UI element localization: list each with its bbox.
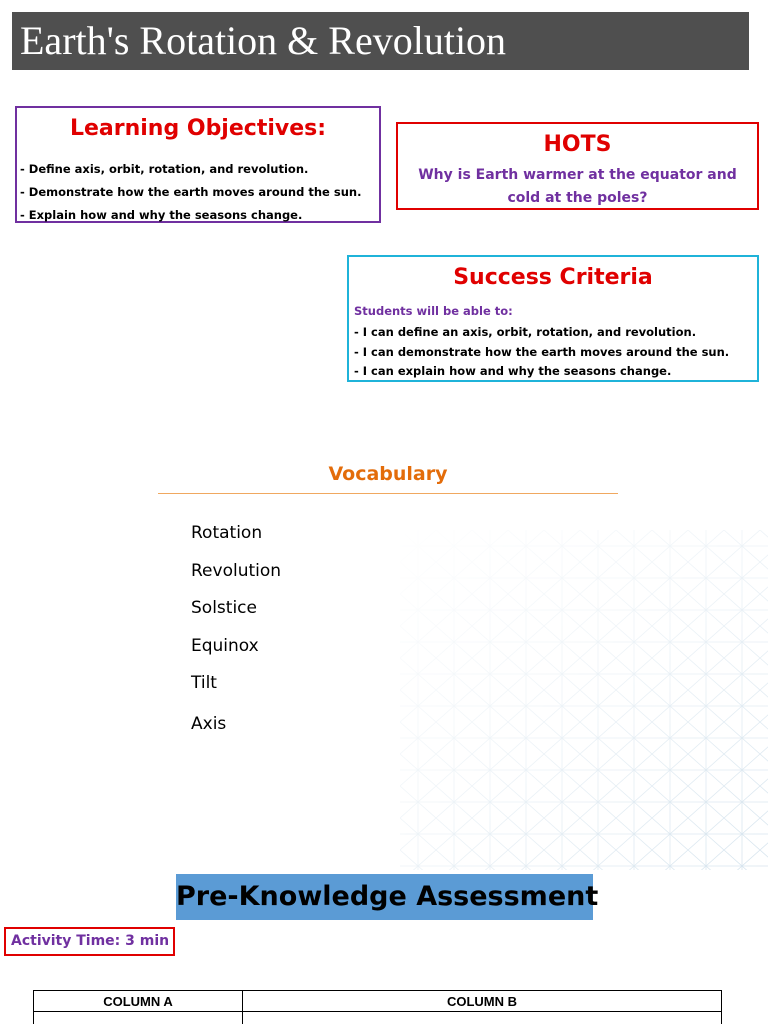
table-cell[interactable] <box>243 1012 722 1024</box>
pre-knowledge-heading: Pre-Knowledge Assessment <box>176 874 593 920</box>
background-pattern <box>400 530 768 870</box>
hots-box <box>396 122 759 210</box>
learning-objectives-heading: Learning Objectives: <box>69 116 327 141</box>
vocabulary-word: Revolution <box>191 561 282 581</box>
objective-item: - Explain how and why the seasons change. <box>20 208 303 222</box>
activity-time-badge: Activity Time: 3 min <box>4 927 175 956</box>
vocabulary-word: Solstice <box>191 598 257 618</box>
vocabulary-word: Equinox <box>191 636 259 656</box>
success-criteria-intro: Students will be able to: <box>354 304 513 318</box>
learning-objectives-box <box>15 106 381 223</box>
criteria-item: - I can explain how and why the seasons change. <box>354 364 672 378</box>
success-criteria-heading: Success Criteria <box>453 265 653 290</box>
criteria-item: - I can define an axis, orbit, rotation, and revolution. <box>354 325 697 339</box>
page-title: Earth's Rotation & Revolution <box>12 12 749 70</box>
learning-objectives-list <box>20 158 361 227</box>
table-row <box>34 1012 722 1024</box>
matching-table <box>33 990 722 1024</box>
criteria-item: - I can demonstrate how the earth moves around the sun. <box>354 344 730 359</box>
objective-item: - Define axis, orbit, rotation, and revolution. <box>20 162 309 176</box>
success-criteria-box <box>347 255 759 382</box>
success-criteria-list <box>354 323 729 382</box>
column-b-header: COLUMN B <box>243 991 722 1012</box>
column-a-header: COLUMN A <box>34 991 243 1012</box>
hots-heading: HOTS <box>543 132 612 157</box>
vocabulary-word: Axis <box>191 714 227 734</box>
objective-item: - Demonstrate how the earth moves around the sun. <box>20 185 362 199</box>
table-cell[interactable] <box>34 1012 243 1024</box>
vocabulary-heading: Vocabulary <box>328 463 448 485</box>
vocabulary-word: Rotation <box>191 523 263 543</box>
vocabulary-word: Tilt <box>191 673 217 693</box>
hots-question: Why is Earth warmer at the equator and cold at the poles? <box>418 167 737 206</box>
vocabulary-divider <box>158 493 618 494</box>
table-header-row <box>34 991 722 1012</box>
